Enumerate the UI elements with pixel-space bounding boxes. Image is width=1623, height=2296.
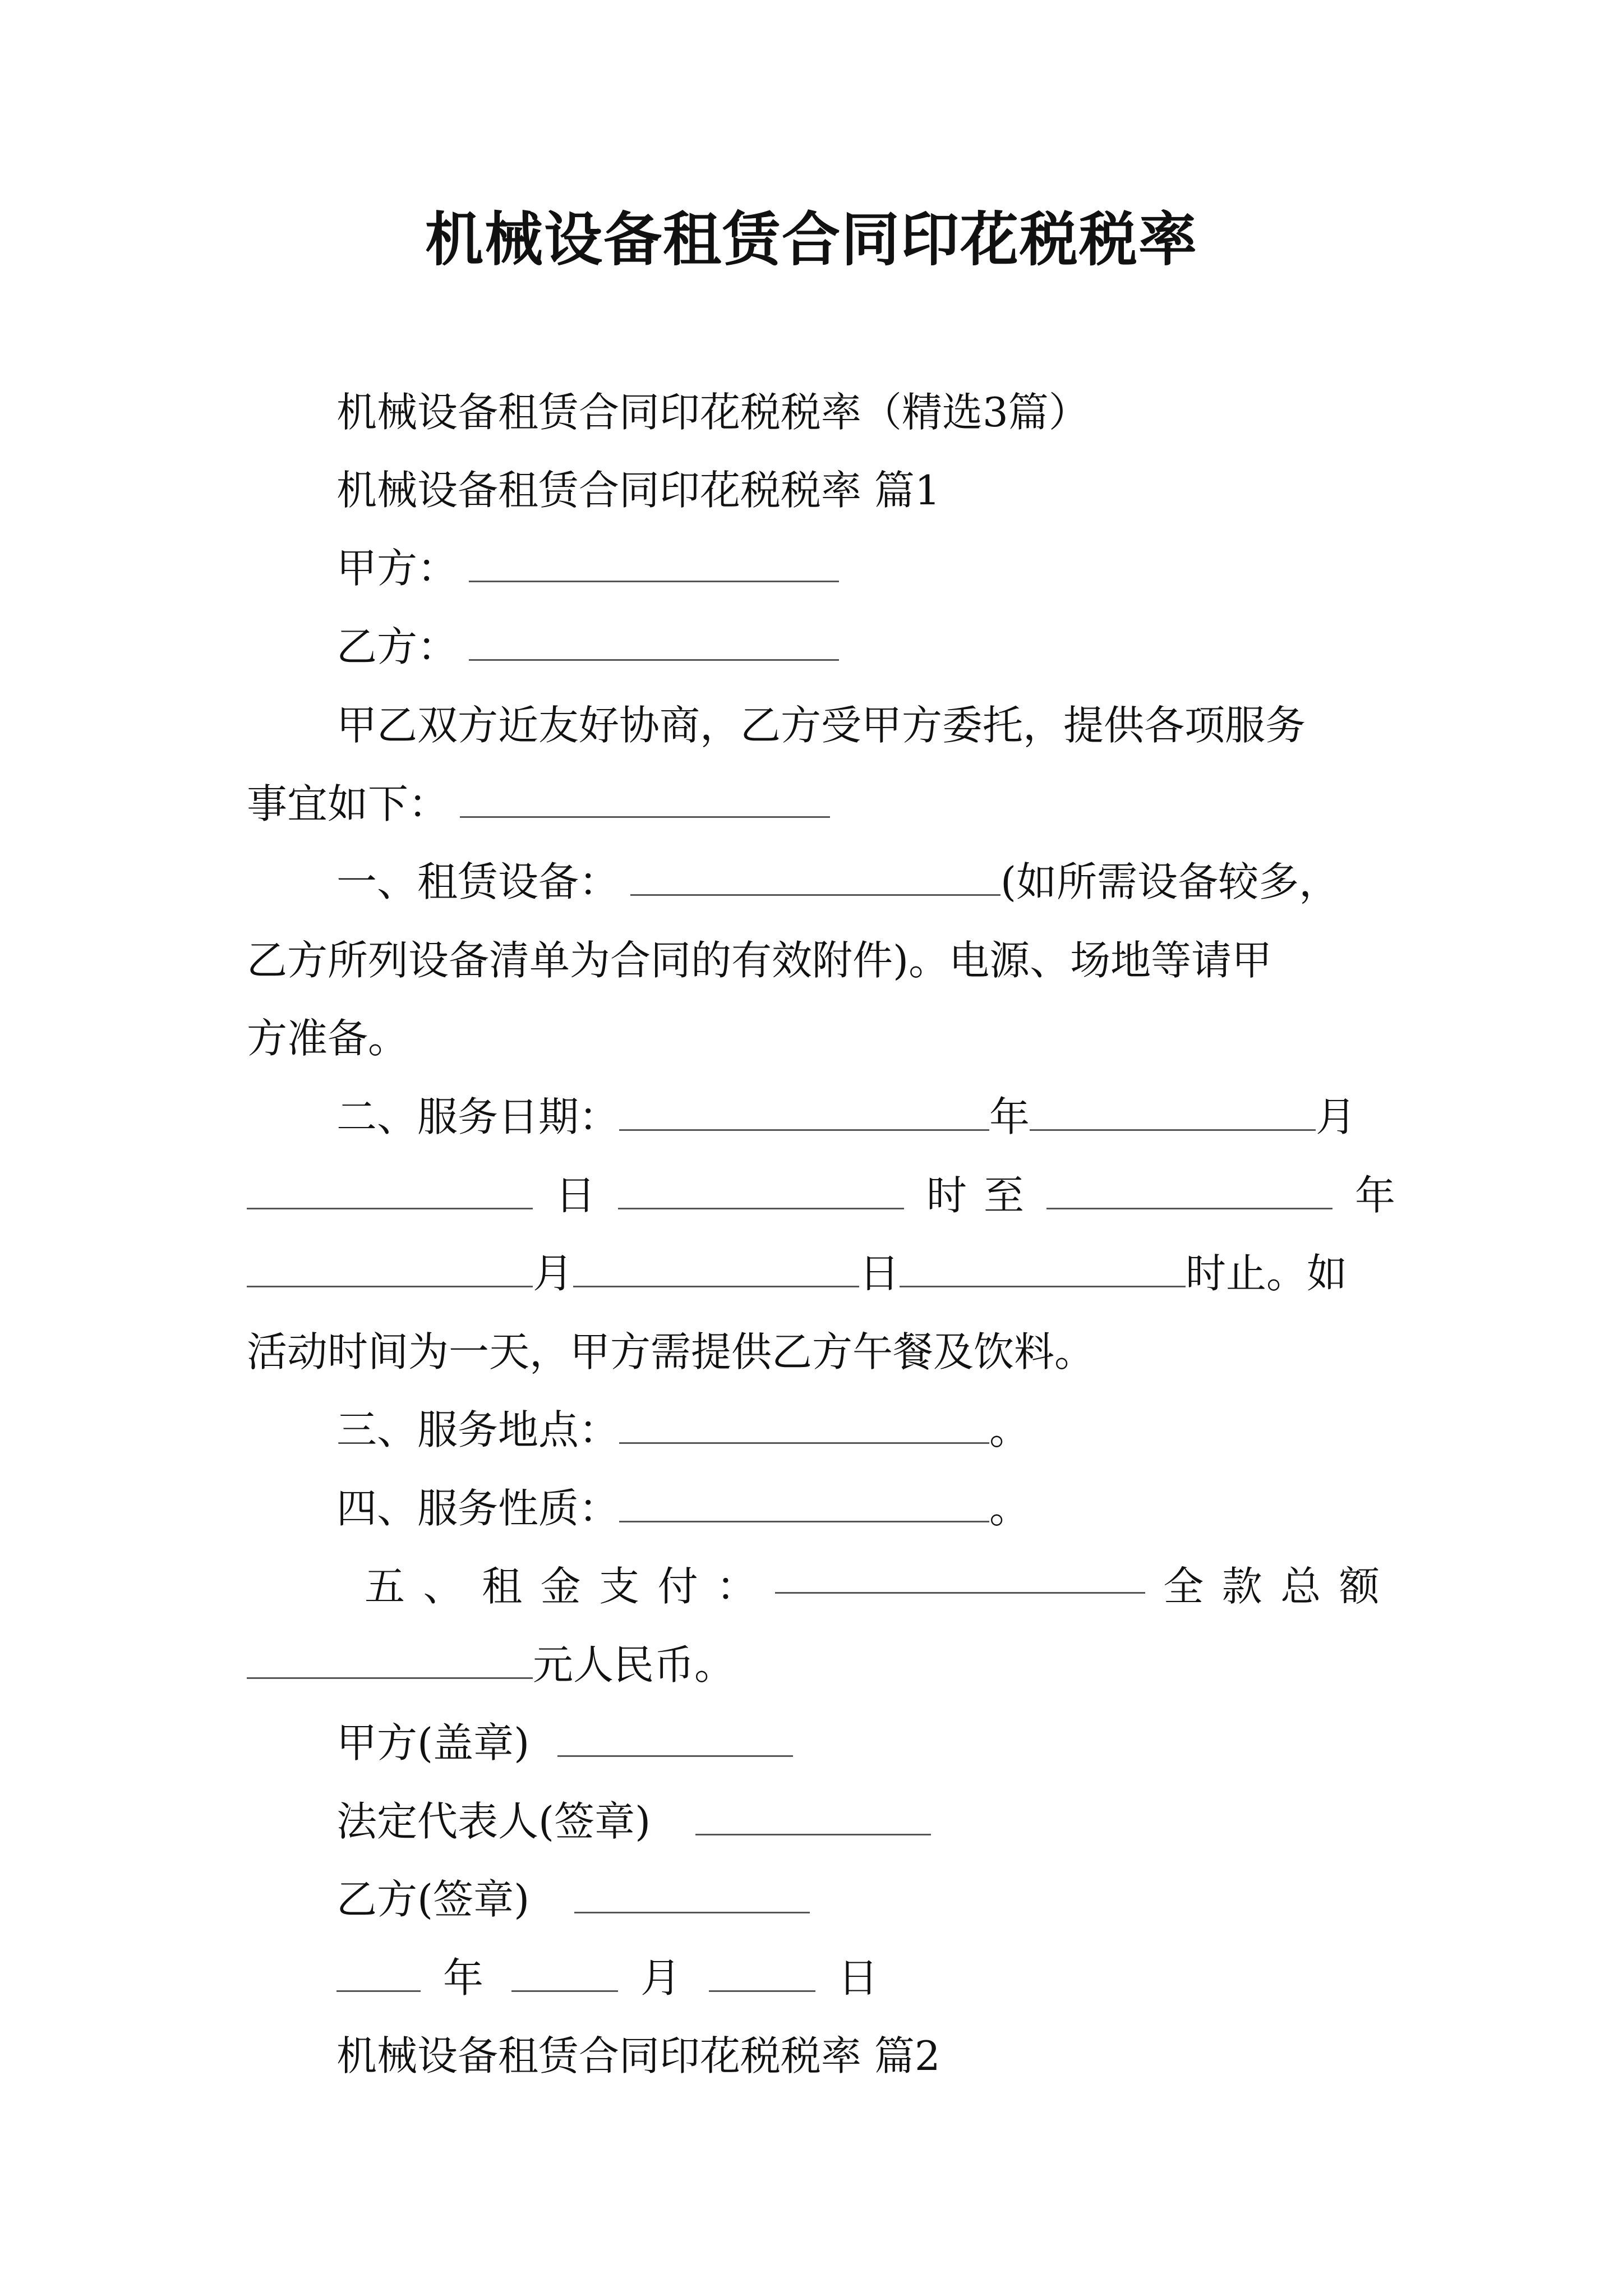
item1-label: 一、租赁设备： xyxy=(336,858,620,905)
sign-b-label: 乙方(签章) xyxy=(336,1876,530,1923)
item2-line-1 xyxy=(336,1089,1356,1145)
service-nature-blank[interactable] xyxy=(619,1487,989,1522)
item2-label: 二、服务日期： xyxy=(336,1093,620,1140)
date-from-month-blank[interactable] xyxy=(1030,1096,1316,1131)
sign-month-blank[interactable] xyxy=(511,1957,618,1992)
date-from-day-blank[interactable] xyxy=(247,1174,533,1209)
sign-a-blank[interactable] xyxy=(557,1722,793,1757)
part1-heading: 机械设备租赁合同印花税税率 篇1 xyxy=(336,467,940,514)
total-char: 款 xyxy=(1221,1563,1262,1610)
hour-stop-label: 时止。如 xyxy=(1186,1250,1348,1297)
item5-line-2 xyxy=(247,1637,735,1693)
sign-year-label: 年 xyxy=(443,1954,484,2001)
day-label: 日 xyxy=(555,1172,596,1219)
total-char: 全 xyxy=(1163,1563,1204,1610)
item1-line-3: 方准备。 xyxy=(247,1015,409,1062)
month-label: 月 xyxy=(1316,1093,1357,1140)
date-to-year-blank[interactable] xyxy=(1046,1174,1332,1209)
sign-a-line xyxy=(336,1715,793,1771)
sign-a-label: 甲方(盖章) xyxy=(336,1719,530,1766)
service-location-blank[interactable] xyxy=(619,1409,989,1444)
sign-month-label: 月 xyxy=(640,1954,681,2001)
part2-heading: 机械设备租赁合同印花税税率 篇2 xyxy=(336,2032,940,2079)
document-title: 机械设备租赁合同印花税税率 xyxy=(425,205,1198,274)
item5-char: 租 xyxy=(482,1563,523,1610)
date-to-hour-blank[interactable] xyxy=(900,1252,1186,1287)
total-char: 额 xyxy=(1339,1563,1380,1610)
sign-legal-label: 法定代表人(签章) xyxy=(336,1798,651,1845)
rmb-label: 元人民币。 xyxy=(533,1641,735,1688)
consult-line-2-text: 事宜如下： xyxy=(247,780,449,827)
sign-legal-blank[interactable] xyxy=(695,1800,931,1835)
item1-line-2: 乙方所列设备清单为合同的有效附件)。电源、场地等请甲 xyxy=(247,937,1272,984)
party-b-blank[interactable] xyxy=(469,625,839,661)
item2-line-3 xyxy=(247,1245,1347,1301)
sign-legal-line xyxy=(336,1793,931,1849)
sign-b-blank[interactable] xyxy=(574,1878,810,1913)
item5-char: 金 xyxy=(540,1563,581,1610)
item1-equipment-blank[interactable] xyxy=(630,861,1000,896)
item4-label: 四、服务性质： xyxy=(336,1485,620,1532)
item2-line-2 xyxy=(247,1167,1395,1223)
month-label-2: 月 xyxy=(533,1250,574,1297)
item5-char: 支 xyxy=(599,1563,640,1610)
rent-payment-blank[interactable] xyxy=(775,1558,1145,1594)
consult-line-1: 甲乙双方近友好协商，乙方受甲方委托，提供各项服务 xyxy=(336,702,1306,749)
item4-line xyxy=(336,1480,1030,1536)
consult-blank[interactable] xyxy=(460,783,830,818)
date-from-year-blank[interactable] xyxy=(619,1096,989,1131)
year-label-2: 年 xyxy=(1355,1172,1396,1219)
year-label: 年 xyxy=(989,1093,1030,1140)
party-a-blank[interactable] xyxy=(469,547,839,582)
item3-line xyxy=(336,1402,1030,1458)
consult-line-2 xyxy=(247,776,830,832)
item2-line-4: 活动时间为一天，甲方需提供乙方午餐及饮料。 xyxy=(247,1328,1095,1375)
sign-b-line xyxy=(336,1871,810,1927)
date-from-hour-blank[interactable] xyxy=(618,1174,904,1209)
item5-char: 五 xyxy=(365,1563,405,1610)
party-a-label: 甲方： xyxy=(336,545,458,592)
sign-year-blank[interactable] xyxy=(336,1957,421,1992)
date-to-month-blank[interactable] xyxy=(247,1252,533,1287)
party-a-line xyxy=(336,540,839,596)
party-b-label: 乙方： xyxy=(336,623,458,670)
sign-day-label: 日 xyxy=(838,1954,879,2001)
item5-char: 、 xyxy=(423,1563,464,1610)
total-char: 总 xyxy=(1280,1563,1321,1610)
item5-char: ： xyxy=(716,1563,757,1610)
item5-char: 付 xyxy=(657,1563,698,1610)
item3-label: 三、服务地点： xyxy=(336,1406,620,1453)
to-label: 至 xyxy=(984,1172,1025,1219)
day-label-2: 日 xyxy=(859,1250,900,1297)
date-to-day-blank[interactable] xyxy=(573,1252,859,1287)
item4-period: 。 xyxy=(989,1485,1030,1532)
intro-line: 机械设备租赁合同印花税税率（精选3篇） xyxy=(336,389,1089,436)
sign-date-line xyxy=(336,1950,878,2006)
item5-line-1 xyxy=(247,1558,1380,1614)
hour-label: 时 xyxy=(926,1172,967,1219)
item3-period: 。 xyxy=(989,1406,1030,1453)
item1-tail: (如所需设备较多， xyxy=(1000,858,1340,905)
sign-day-blank[interactable] xyxy=(709,1957,815,1992)
total-amount-blank[interactable] xyxy=(247,1644,533,1679)
party-b-line xyxy=(336,619,839,675)
item1-line-1 xyxy=(336,854,1339,910)
